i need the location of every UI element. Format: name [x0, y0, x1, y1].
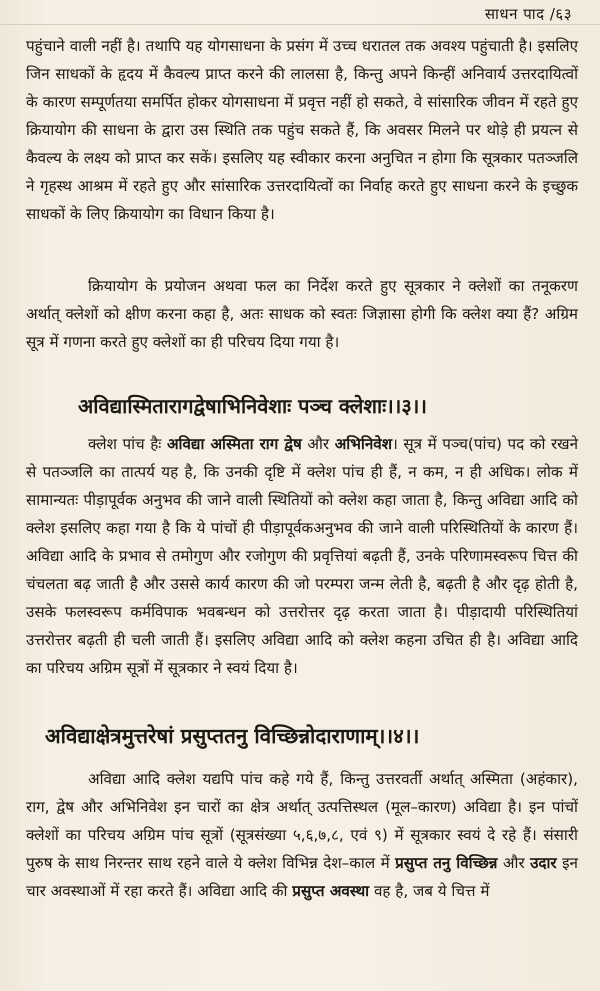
sutra-3-heading: अविद्यास्मितारागद्वेषाभिनिवेशाः पञ्च क्लेशाः।।३।।: [78, 394, 427, 418]
p3-conj: और: [301, 435, 335, 453]
paragraph-3: [26, 430, 578, 682]
p4-bold3: प्रसुप्त अवस्था: [292, 882, 370, 900]
p3-bold-last: अभिनिवेश: [334, 435, 393, 453]
p3-bold-terms: अविद्या अस्मिता राग द्वेष: [166, 435, 302, 453]
paragraph-2: क्रियायोग के प्रयोजन अथवा फल का निर्देश करते हुए सूत्रकार ने क्लेशों का तनूकरण अर्थात् क्लेशों को क्षीण करना कहा है, अतः साधक को स्वतः जिज्ञासा होगी कि क्लेश क्या हैं? अग्रिम सूत्र में गणना करते हुए क्लेशों का ही परिचय दिया गया है।: [26, 277, 578, 351]
p3-lead: क्लेश पांच हैः: [88, 435, 167, 453]
p4-part3: वह है, जब ये चित्त में: [369, 882, 490, 900]
p4-part1: अविद्या आदि क्लेश यद्यपि पांच कहे गये हैं, किन्तु उत्तरवर्ती अर्थात् अस्मिता (अहंकार), राग, द्वेष और अभिनिवेश इन चारों का क्षेत्र अर्थात् उत्पत्तिस्थल (मूल–कारण) अविद्या है। इन पांचों क्लेशों का परिचय अग्रिम पांच सूत्रों (सूत्रसंख्या ५,६,७,८, एवं ९) में सूत्रकार स्वयं दे रहे हैं। संसारी पुरुष के साथ निरन्तर साथ रहने वाले ये क्लेश विभिन्न देश–काल में: [26, 770, 578, 872]
sutra-4-heading: अविद्याक्षेत्रमुत्तरेषां प्रसुप्ततनु विच्छिन्नोदाराणाम्।।४।।: [45, 724, 420, 748]
paragraph-4: [26, 765, 578, 905]
p4-bold1: प्रसुप्त तनु विच्छिन्न: [395, 854, 498, 872]
paragraph-1: पहुंचाने वाली नहीं है। तथापि यह योगसाधना के प्रसंग में उच्च धरातल तक अवश्य पहुंचाती है। इसलिए जिन साधकों के हृदय में कैवल्य प्राप्त करने की लालसा है, किन्तु अपने किन्हीं अनिवार्य उत्तरदायित्वों के कारण सम्पूर्णतया समर्पित होकर योगसाधना में प्रवृत्त नहीं हो सकते, वे सांसारिक जीवन में रहते हुए क्रियायोग की साधना के द्वारा उस स्थिति तक पहुंच सकते हैं, कि अवसर मिलने पर थोड़े ही प्रयत्न से कैवल्य के लक्ष्य को प्राप्त कर सकें। इसलिए यह स्वीकार करना अनुचित न होगा कि सूत्रकार पतञ्जलि ने गृहस्थ आश्रम में रहते हुए और सांसारिक उत्तरदायित्वों का निर्वाह करते हुए साधना करने के इच्छुक साधकों के लिए क्रियायोग का विधान किया है।: [26, 37, 578, 223]
p3-rest: । सूत्र में पञ्च(पांच) पद को रखने से पतञ्जलि का तात्पर्य यह है, कि उनकी दृष्टि में क्लेश पांच ही हैं, न कम, न ही अधिक। लोक में सामान्यतः पीड़ापूर्वक अनुभव की जाने वाली स्थितियों को क्लेश कहा जाता है, किन्तु अविद्या आदि को क्लेश इसलिए कहा गया है कि ये पांचों ही पीड़ापूर्वकअनुभव की जाने वाली परिस्थितियों के कारण हैं। अविद्या आदि के प्रभाव से तमोगुण और रजोगुण की प्रवृत्तियां बढ़ती हैं, उनके परिणामस्वरूप चित्त की चंचलता बढ़ जाती है और उससे कार्य कारण की जो परम्परा जन्म लेती है, बढ़ती है और दृढ़ होती है, उसके फलस्वरूप कर्मविपाक भवबन्धन को उत्तरोत्तर दृढ़ करता जाता है। पीड़ादायी परिस्थितियां उत्तरोत्तर बढ़ती ही चली जाती हैं। इसलिए अविद्या आदि को क्लेश कहना उचित ही है। अविद्या आदि का परिचय अग्रिम सूत्रों में सूत्रकार ने स्वयं दिया है।: [26, 435, 579, 677]
p4-bold2: उदार: [530, 854, 557, 872]
header-rule: [0, 24, 600, 25]
running-header: साधन पाद /६३: [484, 5, 572, 23]
p4-conj: और: [497, 854, 531, 872]
p4-part2: इन चार अवस्थाओं में रहा करते हैं। अविद्या आदि की: [26, 854, 578, 900]
